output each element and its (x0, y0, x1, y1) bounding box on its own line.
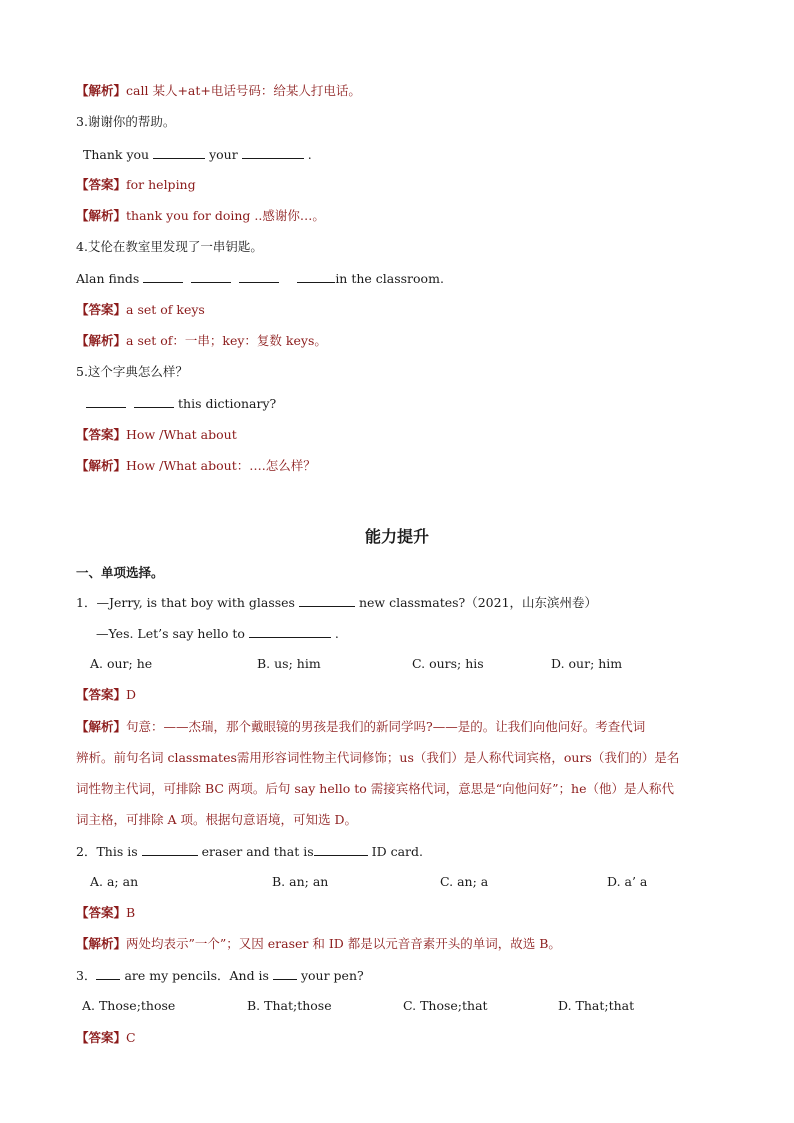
blank (299, 594, 355, 607)
blank (134, 395, 174, 408)
option-d[interactable]: D. That;that (558, 998, 635, 1013)
blank (142, 843, 198, 856)
option-c[interactable]: C. ours; his (412, 656, 484, 671)
option-a[interactable]: A. a; an (90, 874, 139, 889)
blank (314, 843, 368, 856)
jiexi-line: 【解析】call 某人+at+电话号码：给某人打电话。 (76, 83, 361, 98)
blank (273, 967, 297, 980)
mc-question-1-options (76, 656, 726, 672)
answer-5: 【答案】How /What about (76, 427, 237, 442)
blank (239, 270, 279, 283)
option-d[interactable]: D. a’ a (607, 874, 648, 889)
blank (297, 270, 335, 283)
answer-3: 【答案】for helping (76, 177, 196, 192)
blank (143, 270, 183, 283)
blank (153, 146, 205, 159)
question-4-stem: 4.艾伦在教室里发现了一串钥匙。 (76, 239, 263, 254)
option-a[interactable]: A. our; he (90, 656, 153, 671)
blank (191, 270, 231, 283)
option-b[interactable]: B. us; him (257, 656, 321, 671)
option-b[interactable]: B. That;those (247, 998, 332, 1013)
option-c[interactable]: C. Those;that (403, 998, 488, 1013)
jiexi-4: 【解析】a set of：一串；key：复数 keys。 (76, 333, 327, 348)
part-title: 一、单项选择。 (76, 565, 164, 580)
option-b[interactable]: B. an; an (272, 874, 329, 889)
question-5-english: this dictionary? (86, 395, 724, 412)
mc-question-3: 3． are my pencils．And is your pen? (76, 968, 364, 983)
blank (96, 967, 120, 980)
mc-answer-2: 【答案】B (76, 905, 136, 920)
mc-question-2-options (76, 874, 726, 890)
question-4-english: Alan finds in the classroom. (76, 271, 444, 286)
option-d[interactable]: D. our; him (551, 656, 623, 671)
question-3-stem: 3.谢谢你的帮助。 (76, 114, 176, 129)
mc-question-2: 2．This is eraser and that is ID card. (76, 844, 423, 859)
option-a[interactable]: A. Those;those (82, 998, 176, 1013)
question-5-stem: 5.这个字典怎么样？ (76, 364, 188, 379)
mc-answer-1: 【答案】D (76, 687, 137, 702)
answer-4: 【答案】a set of keys (76, 302, 205, 317)
mc-jiexi-1: 【解析】句意：——杰瑞，那个戴眼镜的男孩是我们的新同学吗?——是的。让我们向他问好。考查代词 辨析。前句名词 classmates需用形容词性物主代词修饰；us（我们）是人称代词宾格，ours（我们的）是名 词性物主代词，可排除 BC 两项。后句 say hello to 需接宾格代词，意思是“向他问好”；he（他）是人称代 词主格，可排除 A 项。根据句意语境，可知选 D。 (76, 719, 680, 827)
mc-jiexi-2: 【解析】两处均表示”一个”；又因 eraser 和 ID 都是以元音音素开头的单词，故选 B。 (76, 936, 561, 951)
mc-answer-3: 【答案】C (76, 1030, 136, 1045)
mc-question-1-reply: —Yes. Let’s say hello to . (96, 626, 339, 641)
question-3-english: Thank you your . (83, 147, 312, 162)
blank (242, 146, 304, 159)
blank (249, 625, 331, 638)
jiexi-3: 【解析】thank you for doing ..感谢你…。 (76, 208, 325, 223)
mc-question-1: 1．—Jerry, is that boy with glasses new classmates?（2021，山东滨州卷） (76, 595, 598, 610)
jiexi-5: 【解析】How /What about：….怎么样？ (76, 458, 316, 473)
blank (86, 395, 126, 408)
option-c[interactable]: C. an; a (440, 874, 489, 889)
section-title: 能力提升 (364, 527, 429, 546)
mc-question-3-options (76, 998, 726, 1014)
